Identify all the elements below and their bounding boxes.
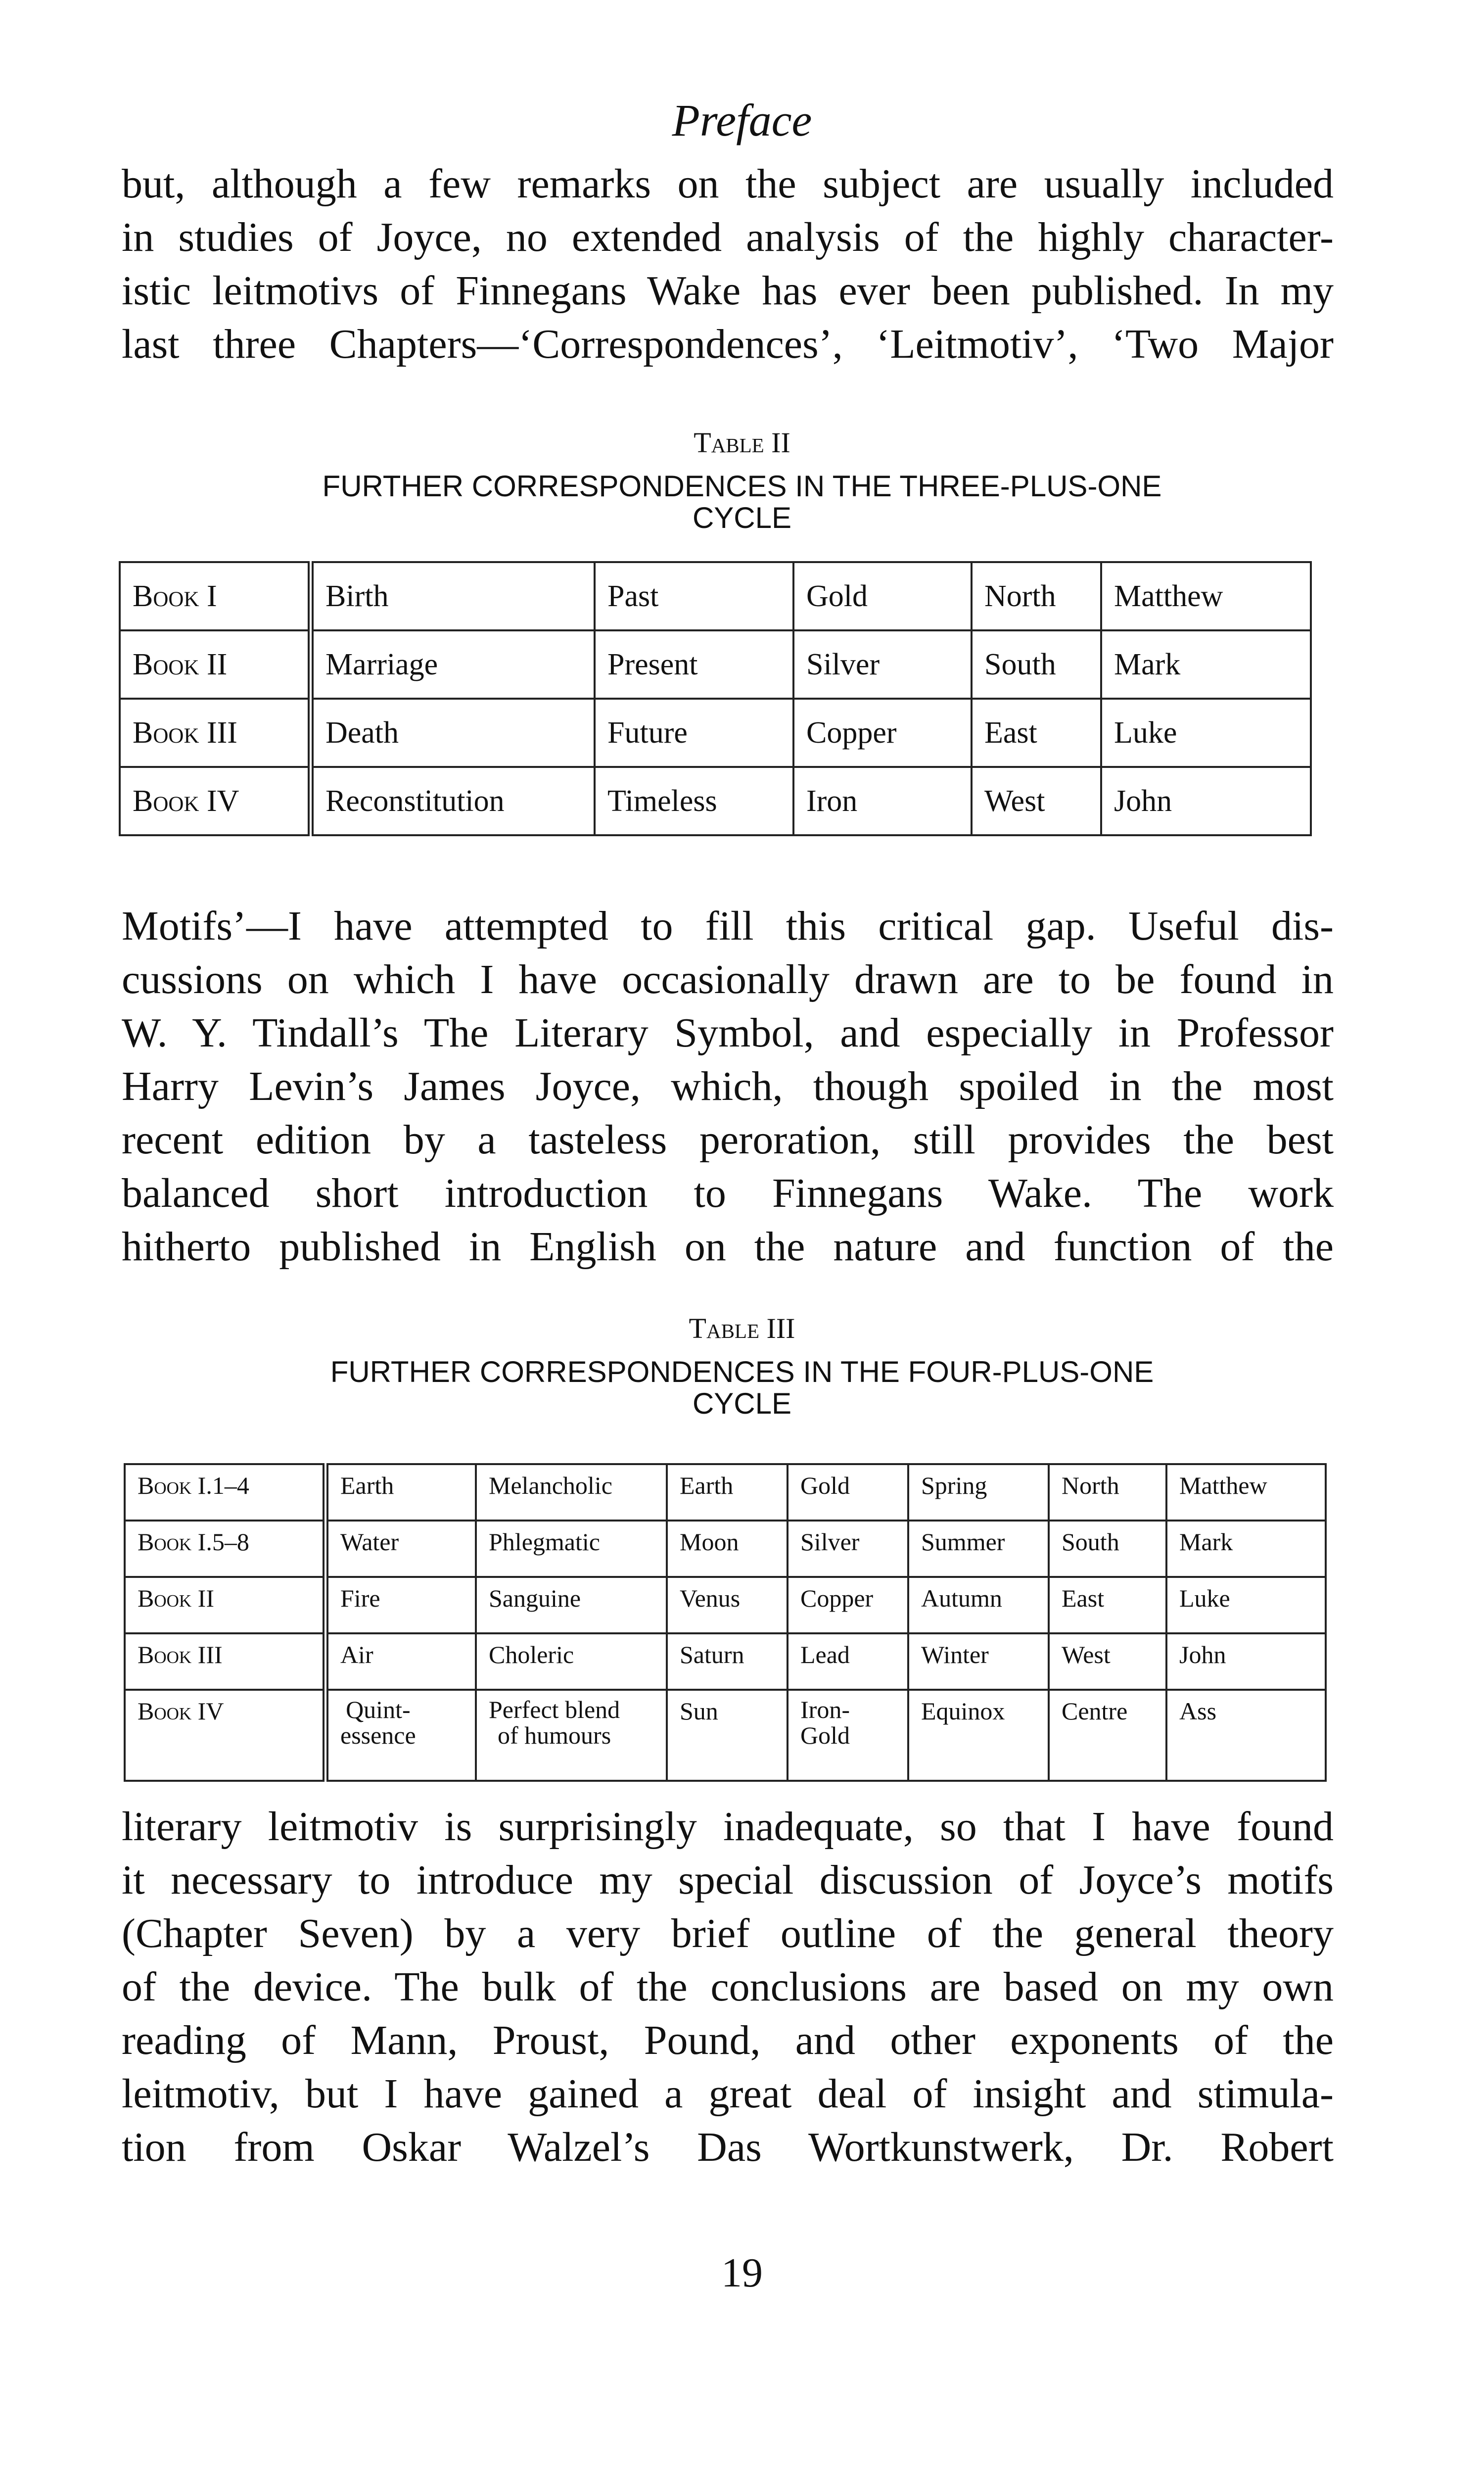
table-cell: Choleric: [476, 1633, 667, 1690]
running-head: Preface: [672, 95, 812, 145]
table-3-label: Table III: [689, 1312, 795, 1344]
table-cell: Death: [311, 699, 595, 767]
text-line: cussions on which I have occasionally drawn are to be found in: [122, 956, 1334, 1002]
text-line: hitherto published in English on the nature and function of the: [122, 1224, 1334, 1270]
table-cell: Book I.5–8: [125, 1521, 325, 1577]
table-cell: Book III: [125, 1633, 325, 1690]
table-cell: Copper: [788, 1577, 908, 1633]
table-cell: [788, 1690, 908, 1781]
table-cell: North: [1049, 1464, 1166, 1521]
table-cell: Summer: [908, 1521, 1049, 1577]
correspondence-table-3: [124, 1463, 1327, 1782]
table-cell: Book IV: [125, 1690, 325, 1781]
table-cell: Past: [595, 562, 793, 630]
table-cell: John: [1166, 1633, 1326, 1690]
text-line: it necessary to introduce my special discussion of Joyce’s motifs: [122, 1857, 1334, 1903]
table-row: [125, 1521, 1326, 1577]
table-cell: Winter: [908, 1633, 1049, 1690]
table-cell: Saturn: [667, 1633, 788, 1690]
table-cell: East: [972, 699, 1101, 767]
table-cell: [325, 1690, 476, 1781]
table-cell: Earth: [667, 1464, 788, 1521]
text-line: (Chapter Seven) by a very brief outline of the general theory: [122, 1910, 1334, 1956]
table-row: [120, 630, 1311, 699]
text-line: last three Chapters—‘Correspondences’, ‘Leitmotiv’, ‘Two Major: [122, 321, 1334, 367]
table-2-subtitle-cont: CYCLE: [692, 501, 792, 534]
table-cell: Iron: [793, 767, 972, 835]
text-line: in studies of Joyce, no extended analysis of the highly character-: [122, 214, 1334, 260]
table-cell: Luke: [1101, 699, 1311, 767]
text-line: Motifs’—I have attempted to fill this critical gap. Useful dis-: [122, 903, 1334, 949]
table-cell: West: [972, 767, 1101, 835]
table-cell: Centre: [1049, 1690, 1166, 1781]
table-cell: Spring: [908, 1464, 1049, 1521]
text-line: W. Y. Tindall’s The Literary Symbol, and especially in Professor: [122, 1010, 1334, 1056]
table-cell: Timeless: [595, 767, 793, 835]
table-cell: Book I.1–4: [125, 1464, 325, 1521]
table-row: [125, 1690, 1326, 1781]
table-cell: Book II: [120, 630, 311, 699]
text-line: literary leitmotiv is surprisingly inadequate, so that I have found: [122, 1804, 1334, 1850]
table-cell: Matthew: [1101, 562, 1311, 630]
text-line: reading of Mann, Proust, Pound, and other exponents of the: [122, 2017, 1334, 2063]
table-cell: Fire: [325, 1577, 476, 1633]
text-line: Harry Levin’s James Joyce, which, though spoiled in the most: [122, 1063, 1334, 1109]
table-cell: Melancholic: [476, 1464, 667, 1521]
text-line: recent edition by a tasteless peroration, still provides the best: [122, 1117, 1334, 1163]
table-cell: South: [1049, 1521, 1166, 1577]
paragraph-1: [122, 157, 1334, 371]
table-cell: South: [972, 630, 1101, 699]
cell-text: Iron- Gold: [800, 1696, 850, 1749]
table-cell: Matthew: [1166, 1464, 1326, 1521]
table-cell: Copper: [793, 699, 972, 767]
text-line: tion from Oskar Walzel’s Das Wortkunstwerk, Dr. Robert: [122, 2124, 1334, 2170]
table-row: [120, 767, 1311, 835]
table-cell: Gold: [788, 1464, 908, 1521]
table-cell: Marriage: [311, 630, 595, 699]
text-line: istic leitmotivs of Finnegans Wake has ever been published. In my: [122, 268, 1334, 314]
table-row: [125, 1633, 1326, 1690]
table-cell: Earth: [325, 1464, 476, 1521]
table-cell: Phlegmatic: [476, 1521, 667, 1577]
table-3-subtitle-cont: CYCLE: [692, 1387, 792, 1420]
table-cell: Book I: [120, 562, 311, 630]
table-2-subtitle: FURTHER CORRESPONDENCES IN THE THREE-PLUS-ONE: [322, 470, 1162, 503]
table-cell: Future: [595, 699, 793, 767]
cell-text: Perfect blend of humours: [489, 1696, 620, 1749]
table-cell: West: [1049, 1633, 1166, 1690]
correspondence-table-2: [119, 561, 1312, 836]
table-cell: Ass: [1166, 1690, 1326, 1781]
text-line: of the device. The bulk of the conclusions are based on my own: [122, 1964, 1334, 2010]
cell-text: Quint- essence: [340, 1696, 416, 1749]
table-cell: Book IV: [120, 767, 311, 835]
table-cell: Autumn: [908, 1577, 1049, 1633]
table-cell: East: [1049, 1577, 1166, 1633]
table-cell: Book III: [120, 699, 311, 767]
text-line: but, although a few remarks on the subject are usually included: [122, 161, 1334, 207]
table-cell: Book II: [125, 1577, 325, 1633]
table-cell: Gold: [793, 562, 972, 630]
table-cell: Moon: [667, 1521, 788, 1577]
table-cell: Luke: [1166, 1577, 1326, 1633]
page-number: 19: [721, 2250, 763, 2296]
table-cell: Present: [595, 630, 793, 699]
table-cell: North: [972, 562, 1101, 630]
paragraph-2: [122, 900, 1334, 1274]
text-line: balanced short introduction to Finnegans Wake. The work: [122, 1170, 1334, 1216]
table-cell: Mark: [1166, 1521, 1326, 1577]
table-cell: Sun: [667, 1690, 788, 1781]
table-cell: Water: [325, 1521, 476, 1577]
paragraph-3: [122, 1800, 1334, 2174]
table-row: [125, 1577, 1326, 1633]
table-cell: [476, 1690, 667, 1781]
table-2-label: Table II: [694, 427, 790, 459]
table-cell: Sanguine: [476, 1577, 667, 1633]
table-cell: Reconstitution: [311, 767, 595, 835]
table-cell: Lead: [788, 1633, 908, 1690]
table-cell: Equinox: [908, 1690, 1049, 1781]
table-cell: Silver: [788, 1521, 908, 1577]
table-row: [125, 1464, 1326, 1521]
table-cell: Air: [325, 1633, 476, 1690]
table-cell: Venus: [667, 1577, 788, 1633]
table-cell: Silver: [793, 630, 972, 699]
table-row: [120, 562, 1311, 630]
table-cell: Birth: [311, 562, 595, 630]
table-row: [120, 699, 1311, 767]
table-3-subtitle: FURTHER CORRESPONDENCES IN THE FOUR-PLUS-ONE: [330, 1355, 1154, 1388]
table-cell: John: [1101, 767, 1311, 835]
text-line: leitmotiv, but I have gained a great deal of insight and stimula-: [122, 2071, 1334, 2117]
table-cell: Mark: [1101, 630, 1311, 699]
